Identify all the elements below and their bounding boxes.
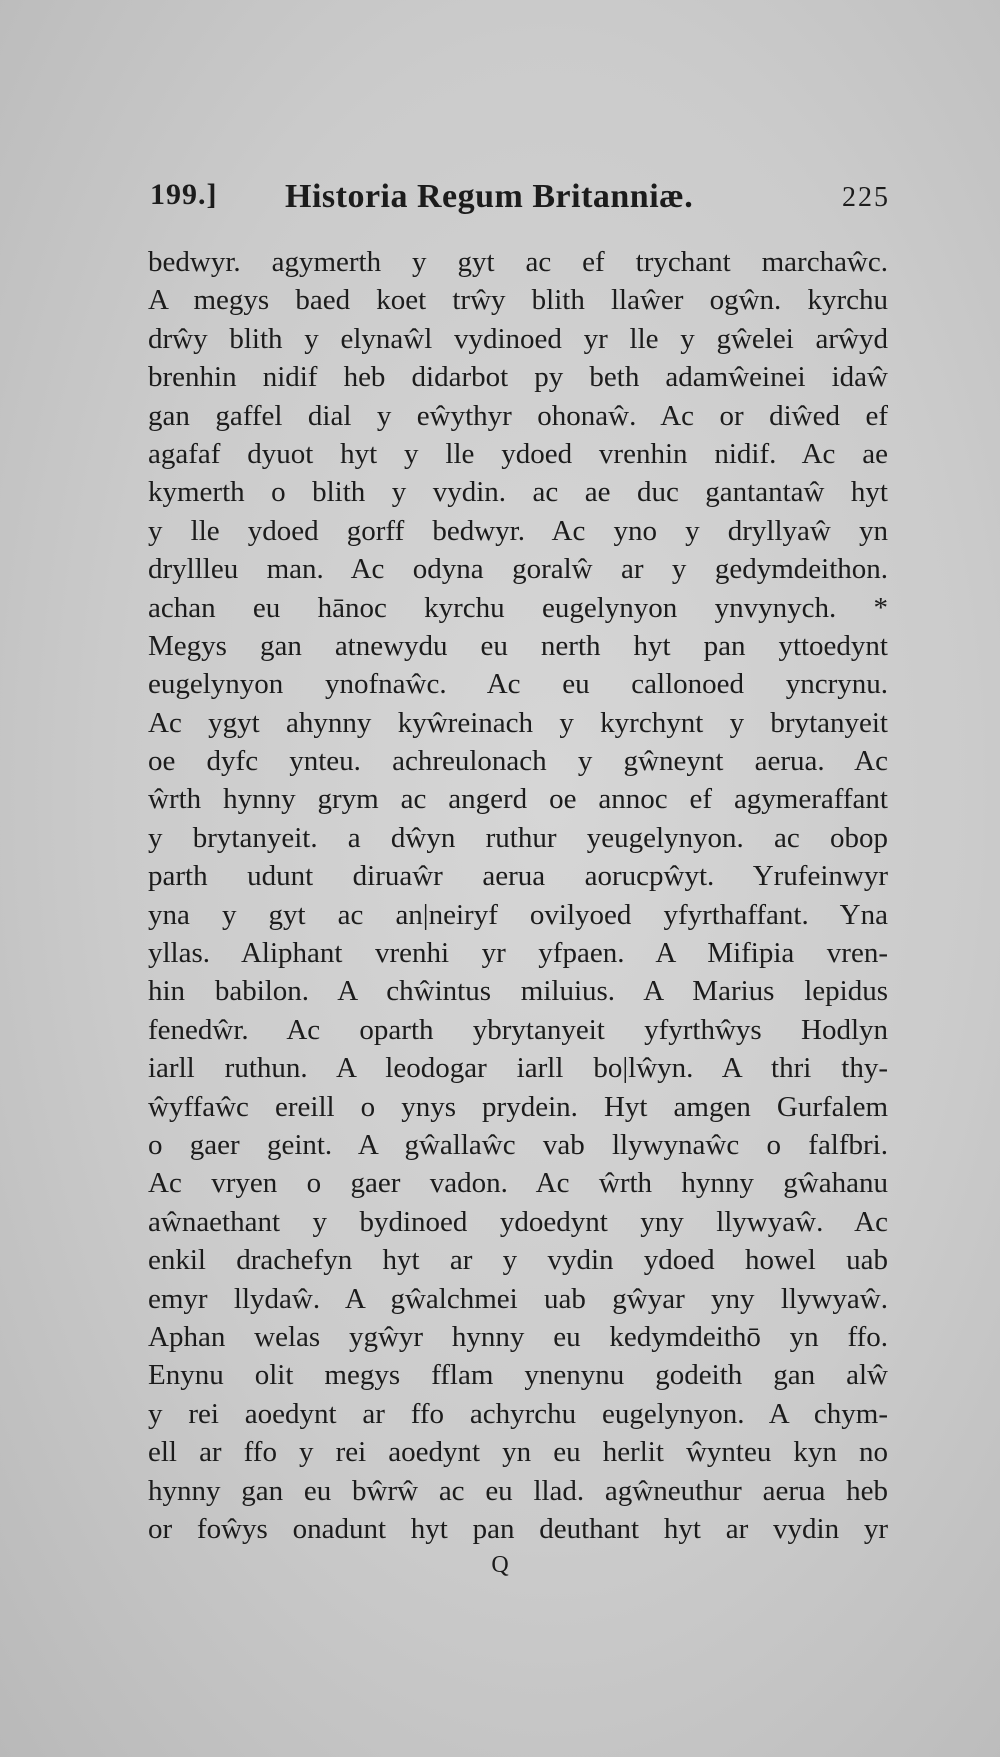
text-line: parth udunt diruaŵr aerua aorucpŵyt. Yrufeinwyr xyxy=(148,860,888,893)
running-header xyxy=(150,178,890,228)
text-line: agafaf dyuot hyt y lle ydoed vrenhin nidif. Ac ae xyxy=(148,437,888,470)
text-line: yna y gyt ac an|neiryf ovilyoed yfyrthaffant. Yna xyxy=(148,898,888,931)
text-line: bedwyr. agymerth y gyt ac ef trychant marchaŵc. xyxy=(148,246,888,278)
page-number: 225 xyxy=(842,182,890,213)
text-line: yllas. Aliphant vrenhi yr yfpaen. A Mifipia vren- xyxy=(148,937,888,970)
text-line: or foŵys onadunt hyt pan deuthant hyt ar vydin yr xyxy=(148,1512,888,1545)
text-line: hin babilon. A chŵintus miluius. A Marius lepidus xyxy=(148,975,888,1008)
running-title: Historia Regum Britanniæ. xyxy=(285,178,694,215)
text-line: aŵnaethant y bydinoed ydoedynt yny llywyaŵ. Ac xyxy=(148,1205,888,1238)
signature-mark: Q xyxy=(491,1552,509,1578)
text-line: oe dyfc ynteu. achreulonach y gŵneynt aerua. Ac xyxy=(148,745,888,778)
text-line: kymerth o blith y vydin. ac ae duc gantantaŵ hyt xyxy=(148,476,888,509)
body-text xyxy=(148,243,888,1548)
text-line: o gaer geint. A gŵallaŵc vab llywynaŵc o falfbri. xyxy=(148,1128,888,1161)
text-line: ell ar ffo y rei aoedynt yn eu herlit ŵynteu kyn no xyxy=(148,1436,888,1469)
text-line: fenedŵr. Ac oparth ybrytanyeit yfyrthŵys Hodlyn xyxy=(148,1013,888,1046)
text-line: Ac ygyt ahynny kyŵreinach y kyrchynt y brytanyeit xyxy=(148,706,888,739)
text-line: eugelynyon ynofnaŵc. Ac eu callonoed yncrynu. xyxy=(148,668,888,701)
text-line: ŵyffaŵc ereill o ynys prydein. Hyt amgen Gurfalem xyxy=(148,1090,888,1123)
text-line: gan gaffel dial y eŵythyr ohonaŵ. Ac or diŵed ef xyxy=(148,399,888,432)
text-line: y rei aoedynt ar ffo achyrchu eugelynyon. A chym- xyxy=(148,1397,888,1430)
text-line: hynny gan eu bŵrŵ ac eu llad. agŵneuthur aerua heb xyxy=(148,1474,888,1507)
text-line: Enynu olit megys fflam ynenynu godeith gan alŵ xyxy=(148,1359,888,1392)
text-line: dryllleu man. Ac odyna goralŵ ar y gedymdeithon. xyxy=(148,553,888,586)
text-line: Megys gan atnewydu eu nerth hyt pan yttoedynt xyxy=(148,629,888,662)
text-line: emyr llydaŵ. A gŵalchmei uab gŵyar yny llywyaŵ. xyxy=(148,1282,888,1315)
text-line: drŵy blith y elynaŵl vydinoed yr lle y gŵelei arŵyd xyxy=(148,322,888,355)
text-line: Ac vryen o gaer vadon. Ac ŵrth hynny gŵahanu xyxy=(148,1167,888,1200)
text-line: iarll ruthun. A leodogar iarll bo|lŵyn. A thri thy- xyxy=(148,1052,888,1085)
chapter-folio: 199.] xyxy=(150,178,218,211)
text-line: y lle ydoed gorff bedwyr. Ac yno y dryllyaŵ yn xyxy=(148,514,888,547)
text-line: brenhin nidif heb didarbot py beth adamŵeinei idaŵ xyxy=(148,361,888,394)
text-line: A megys baed koet trŵy blith llaŵer ogŵn. kyrchu xyxy=(148,284,888,317)
text-line: achan eu hānoc kyrchu eugelynyon ynvynych. * xyxy=(148,591,888,624)
text-line: ŵrth hynny grym ac angerd oe annoc ef agymeraffant xyxy=(148,783,888,816)
text-line: enkil drachefyn hyt ar y vydin ydoed howel uab xyxy=(148,1244,888,1277)
text-line: y brytanyeit. a dŵyn ruthur yeugelynyon. ac obop xyxy=(148,821,888,854)
text-line: Aphan welas ygŵyr hynny eu kedymdeithō yn ffo. xyxy=(148,1320,888,1353)
